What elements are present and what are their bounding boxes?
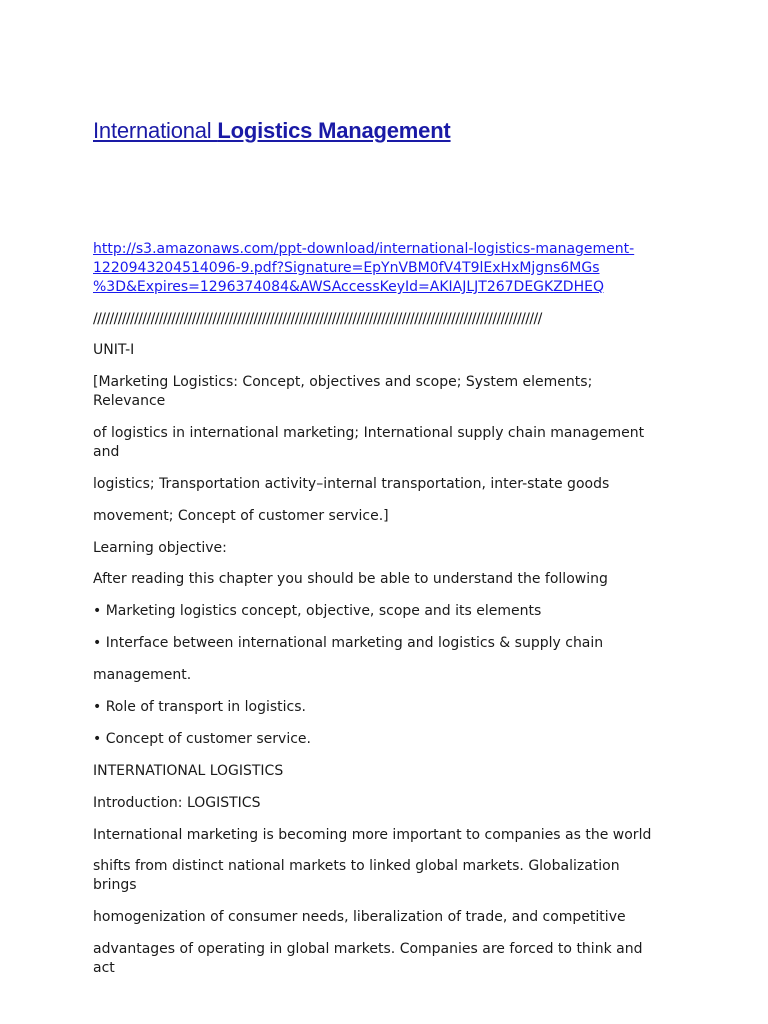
learning-objective-heading: Learning objective: (93, 540, 227, 556)
title-part-logistics-management: Logistics Management (217, 118, 451, 143)
link-line: http://s3.amazonaws.com/ppt-download/international-logistics-management- (93, 241, 635, 257)
bullet-item: • Concept of customer service. (93, 731, 311, 747)
paragraph-line: shifts from distinct national markets to linked global markets. Globalization (93, 858, 620, 874)
paragraph-line: act (93, 960, 115, 976)
syllabus-line: and (93, 444, 120, 460)
link-line: 1220943204514096-9.pdf?Signature=EpYnVBM0fV4T9lExHxMjgns6MGs (93, 260, 600, 276)
syllabus-line: of logistics in international marketing; International supply chain management (93, 425, 645, 441)
syllabus-line: Relevance (93, 393, 166, 409)
intro-heading: Introduction: LOGISTICS (93, 795, 261, 811)
syllabus-line: logistics; Transportation activity–internal transportation, inter-state goods (93, 476, 610, 492)
syllabus-line: [Marketing Logistics: Concept, objectives and scope; System elements; (93, 374, 593, 390)
paragraph-line: brings (93, 877, 137, 893)
title-part-international: International (93, 118, 218, 143)
bullet-item: management. (93, 667, 192, 683)
learning-intro: After reading this chapter you should be able to understand the following (93, 571, 608, 587)
document-title[interactable] (93, 118, 451, 144)
syllabus-line: movement; Concept of customer service.] (93, 508, 389, 524)
separator-line: ///////////////////////////////////////////////////////////////////////////////////////////////////////////// (93, 311, 542, 327)
bullet-item: • Marketing logistics concept, objective, scope and its elements (93, 603, 542, 619)
bullet-item: • Interface between international marketing and logistics & supply chain (93, 635, 604, 651)
paragraph-line: advantages of operating in global markets. Companies are forced to think and (93, 941, 643, 957)
paragraph-line: International marketing is becoming more important to companies as the world (93, 827, 652, 843)
bullet-item: • Role of transport in logistics. (93, 699, 306, 715)
section-heading: INTERNATIONAL LOGISTICS (93, 763, 284, 779)
paragraph-line: homogenization of consumer needs, liberalization of trade, and competitive (93, 909, 626, 925)
link-line: %3D&Expires=1296374084&AWSAccessKeyId=AKIAJLJT267DEGKZDHEQ (93, 279, 604, 295)
source-pdf-link[interactable] (93, 240, 663, 297)
unit-label: UNIT-I (93, 342, 135, 358)
